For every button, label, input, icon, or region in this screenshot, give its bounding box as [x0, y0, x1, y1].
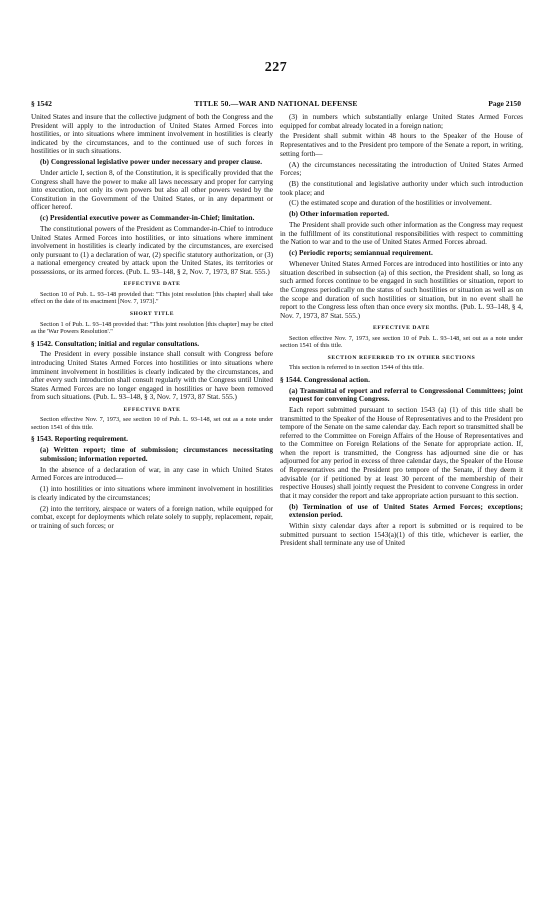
note-heading: EFFECTIVE DATE [373, 325, 430, 332]
section-heading: § 1544. Congressional action. [280, 375, 370, 384]
subsection-heading: (c) Periodic reports; semiannual requirement. [289, 249, 433, 258]
body-paragraph: The President in every possible instance shall consult with Congress before introducing United States Armed Forces into hostilities or into situations where imminent involvement in hostilities is clearly indicated by the circumstances, and after every such introduction shall consult regularly with the Congress until United States Armed Forces are no longer engaged in hostilities or have been removed from such situations. (Pub. L. 93–148, § 3, Nov. 7, 1973, 87 Stat. 555.) [31, 350, 273, 402]
subsection-heading: (b) Termination of use of United States Armed Forces; exceptions; extension period. [289, 502, 523, 520]
body-paragraph: the President shall submit within 48 hours to the Speaker of the House of Representatives and to the President pro tempore of the Senate a report, in writing, setting forth— [280, 132, 523, 158]
note-text: Section effective Nov. 7, 1973, see section 10 of Pub. L. 93–148, set out as a note under section 1541 of this title. [31, 416, 273, 431]
header-page: Page 2150 [488, 99, 521, 108]
note-text: Section 10 of Pub. L. 93–148 provided that: "This joint resolution [this chapter] shall take effect on the date of its enactment [Nov. 7, 1973]." [31, 290, 273, 306]
body-paragraph: United States and insure that the collective judgment of both the Congress and the President will apply to the introduction of United States Armed Forces into hostilities, or into situations where imminent involvement in hostilities is clearly indicated by the circumstances, and to the continued use of such forces in hostilities or in such situations. [31, 113, 273, 156]
running-header [31, 99, 521, 111]
section-heading: § 1542. Consultation; initial and regular consultations. [31, 339, 200, 348]
section-heading: § 1543. Reporting requirement. [31, 435, 128, 444]
list-item: (A) the circumstances necessitating the introduction of United States Armed Forces; [280, 160, 523, 178]
body-paragraph: The constitutional powers of the President as Commander-in-Chief to introduce United States Armed Forces into hostilities, or into situations where imminent involvement in hostilities is clearly indicated by the circumstances, are exercised only pursuant to (1) a declaration of war, (2) specific statutory authorization, or (3) a national emergency created by attack upon the United States, its territories or possessions, or its armed forces. (Pub. L. 93–148, § 2, Nov. 7, 1973, 87 Stat. 555.) [31, 225, 273, 276]
note-heading: EFFECTIVE DATE [123, 406, 181, 413]
note-heading: EFFECTIVE DATE [123, 281, 181, 288]
list-item: (2) into the territory, airspace or waters of a foreign nation, while equipped for combat, except for deployments which relate solely to supply, replacement, repair, or training of such forces; or [31, 504, 273, 530]
left-column [31, 113, 273, 533]
list-item: (3) in numbers which substantially enlarge United States Armed Forces equipped for combat already located in a foreign nation; [280, 113, 523, 130]
list-item: (C) the estimated scope and duration of the hostilities or involvement. [289, 199, 492, 208]
note-text: Section 1 of Pub. L. 93–148 provided that: "This joint resolution [this chapter] may be cited as the 'War Powers Resolution'." [31, 320, 273, 335]
header-section-ref: § 1542 [31, 99, 52, 108]
list-item: (1) into hostilities or into situations where imminent involvement in hostilities is clearly indicated by the circumstances; [31, 485, 273, 502]
subsection-heading: (a) Written report; time of submission; circumstances necessitating submission; information reported. [40, 446, 273, 463]
subsection-heading: (c) Presidential executive power as Commander-in-Chief; limitation. [40, 214, 255, 223]
note-text: This section is referred to in section 1544 of this title. [289, 364, 424, 372]
body-paragraph: Each report submitted pursuant to section 1543 (a) (1) of this title shall be transmitted to the Speaker of the House of Representatives and to the President pro tempore of the Senate on the same calendar day. Each report so transmitted shall be referred to the Committee on Foreign Affairs of the House of Representatives and to the Committee on Foreign Relations of the Senate for appropriate action. If, when the report is transmitted, the Congress has adjourned sine die or has adjourned for any period in excess of three calendar days, the Speaker of the House of Representatives and the President pro tempore of the Senate, if they deem it advisable (or if petitioned by at least 30 percent of the membership of their respective Houses) shall jointly request the President to convene Congress in order that it may consider the report and take appropriate action pursuant to this section. [280, 406, 523, 500]
note-text: Section effective Nov. 7, 1973, see section 10 of Pub. L. 93–148, set out as a note under section 1541 of this title. [280, 334, 523, 350]
subsection-heading: (b) Other information reported. [289, 210, 389, 219]
body-paragraph: Under article I, section 8, of the Constitution, it is specifically provided that the Congress shall have the power to make all laws necessary and proper for carrying into execution, not only its own powers but also all other powers vested by the Constitution in the Government of the United States, or in any department or officer hereof. [31, 169, 273, 212]
right-column [280, 113, 523, 550]
body-paragraph: Whenever United States Armed Forces are introduced into hostilities or into any situation described in subsection (a) of this section, the President shall, so long as such armed forces continue to be engaged in such hostilities or situation, report to the Congress periodically on the status of such hostilities or situation as well as on the scope and duration of such hostilities or situation, but in no event shall he report to the Congress less often than once every six months. (Pub. L. 93–148, § 4, Nov. 7, 1973, 87 Stat. 555.) [280, 260, 523, 320]
body-paragraph: Within sixty calendar days after a report is submitted or is required to be submitted pursuant to section 1543(a)(1) of this title, whichever is earlier, the President shall terminate any use of United [280, 522, 523, 548]
body-paragraph: The President shall provide such other information as the Congress may request in the fulfillment of its constitutional responsibilities with respect to committing the Nation to war and to the use of United States Armed Forces abroad. [280, 221, 523, 247]
subsection-heading: (b) Congressional legislative power under necessary and proper clause. [40, 158, 263, 167]
subsection-heading: (a) Transmittal of report and referral to Congressional Committees; joint request for convening Congress. [289, 386, 523, 404]
page-number: 227 [264, 60, 288, 75]
body-paragraph: In the absence of a declaration of war, in any case in which United States Armed Forces are introduced— [31, 465, 273, 483]
header-title: TITLE 50.—WAR AND NATIONAL DEFENSE [194, 99, 358, 108]
note-heading: SHORT TITLE [129, 310, 175, 317]
list-item: (B) the constitutional and legislative authority under which such introduction took place; and [280, 180, 523, 197]
note-heading: SECTION REFERRED TO IN OTHER SECTIONS [327, 354, 476, 361]
